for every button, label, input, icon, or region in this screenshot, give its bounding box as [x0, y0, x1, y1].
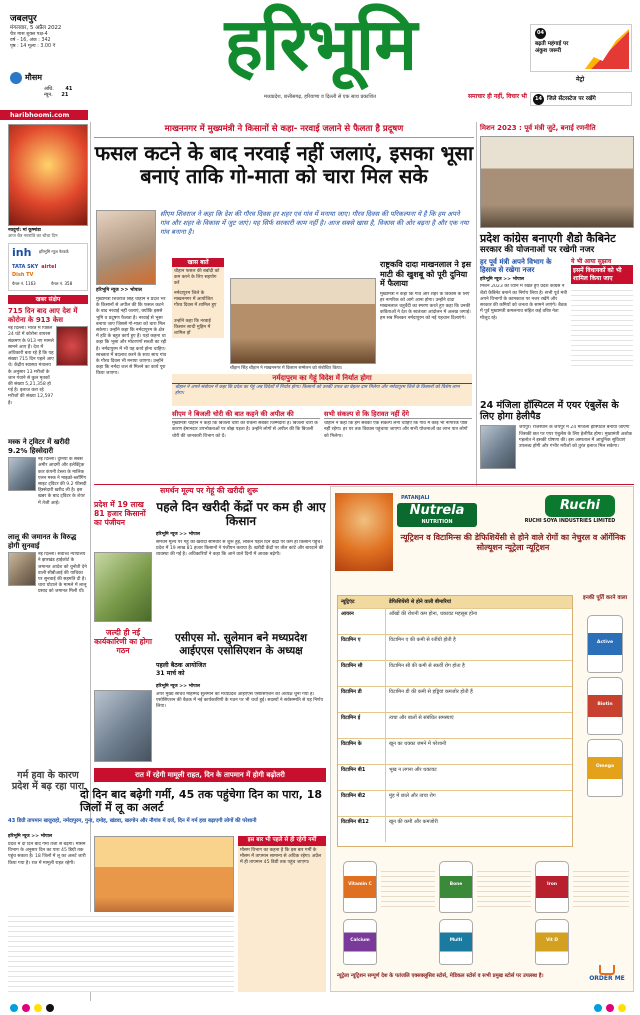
brief-header: खबर संक्षेप	[8, 295, 88, 304]
disease-cell: मुंह में छाले और त्वचा रोग	[389, 793, 436, 799]
disease-cell: विटामिन डी की कमी से हड्डियां कमजोर होती हैं	[389, 689, 473, 695]
lead-byline: हरिभूमि न्यूज >> भोपाल	[96, 288, 142, 293]
right-byline: हरिभूमि न्यूज >> भोपाल	[480, 276, 524, 282]
masthead	[0, 0, 640, 122]
channel-ad	[8, 243, 88, 291]
sun-cloud-icon	[10, 72, 22, 84]
table-row	[338, 712, 572, 738]
weather-sub: 43 डिग्री तापमान खजुराहो, नर्मदापुरम, गुना, दमोह, खंडवा, खरगोन और नौगांव में दर्ज, दिन में गर्म हवा बढ़ाएगी लोगों की परेशानी	[8, 818, 257, 824]
temp-min-label: न्यून.	[44, 92, 53, 99]
hospital-title: 24 मंजिला हॉस्पिटल में एयर एंबुलेंस के लिए होगा हेलीपैड	[480, 400, 619, 423]
company-name: Ruchi	[560, 498, 600, 513]
table-row	[338, 660, 572, 686]
nutrient-cell: आयरन	[338, 609, 386, 634]
ruchi-logo	[545, 495, 615, 517]
teaser1-page: 04	[535, 28, 546, 39]
table-row	[338, 816, 572, 842]
ad-side-label: इनकी पूर्ति करने वाला	[583, 595, 627, 601]
export-title: नर्मदापुरम का गेहूं विदेश में निर्यात होगा	[172, 374, 472, 384]
metro-label: मेट्रो	[576, 76, 585, 83]
partner-tatasky: TATA SKY	[12, 264, 39, 271]
sulaiman-byline: हरिभूमि न्यूज >> भोपाल	[156, 684, 200, 689]
right-kicker: मिशन 2023 : पूर्व मंत्री जुटे, बनाई रणनीति	[480, 124, 596, 132]
weather-kicker: गर्म हवा के कारण प्रदेश में बढ़ रहा पारा	[11, 770, 85, 792]
table-row	[338, 738, 572, 764]
musk-photo	[8, 457, 36, 491]
resolve-title: सभी संकल्प से कि हिरावत नहीं देंगे	[324, 410, 472, 419]
weather-byline: हरिभूमि न्यूज >> भोपाल	[8, 834, 52, 839]
teaser1-text: बढ़ती महंगाई पर अंकुश जरूरी	[535, 41, 569, 54]
ad-airtel: चैनल नं. 358	[51, 281, 73, 287]
disease-cell: भूख न लगना और थकावट	[389, 767, 437, 773]
product-bottle	[535, 861, 569, 913]
table-row	[338, 608, 572, 634]
company-full-name: RUCHI SOYA INDUSTRIES LIMITED	[524, 519, 616, 524]
product-label: Omega	[595, 764, 615, 769]
wheat-kicker: समर्थन मूल्य पर गेहूं की खरीदी शुरू	[160, 486, 258, 495]
electricity-title: सीएम ने बिजली चोरी की बात कहने की अपील की	[172, 410, 320, 419]
product-desc	[477, 867, 531, 911]
table-head-nutrient: न्यूट्रिएंट	[341, 599, 355, 605]
lead-headline: फसल कटने के बाद नरवाई नहीं जलाएं, इसका भूसा बनाएं ताकि गो-माता को चारा मिल सके	[94, 140, 474, 188]
nutrient-cell: विटामिन के	[338, 739, 386, 764]
date: मंगलवार, 5 अप्रैल 2022	[10, 25, 62, 32]
sulaiman-headline: एसीएस मो. सुलेमान बने मध्यप्रदेश आईएएस एसोसिएशन के अध्यक्ष	[174, 632, 307, 657]
electricity-body: मुख्यमंत्री चौहान ने कहा कि बिजली चोरी को रोकना सबकी जिम्मेदारी है। बिजली चोरी के कारण ईमानदार उपभोक्ताओं पर बोझ पड़ता है। उन्होंने लोगों से अपील की कि बिजली चोरी की जानकारी विभाग को दें।	[172, 421, 318, 439]
product-label: Active	[596, 640, 614, 645]
ad-headline: न्यूट्रिशन व विटामिन्स की डेफिशियेंसी से होने वाले रोगों का नेचुरल व ऑर्गेनिक सोल्यूशन न्यूट्रेला न्यूट्रिशन	[400, 533, 626, 552]
hospital-body: जयपुर। राजस्थान के जयपुर में 24 मंजिला हॉस्पिटल बनाया जाएगा जिसकी छत पर एयर एंबुलेंस के लिए हेलीपैड होगा। मुख्यमंत्री अशोक गहलोत ने इसकी घोषणा की। इस अस्पताल में आधुनिक सुविधाएं उपलब्ध होंगी और गंभीर मरीजों को तुरंत इलाज मिल सकेगा।	[519, 425, 633, 450]
product-label: Biotin	[597, 702, 613, 707]
registration-mark	[10, 1004, 18, 1012]
product-bottle	[343, 919, 377, 965]
brief2-title: मस्क ने ट्विटर में खरीदी 9.2% हिस्सेदारी	[8, 438, 70, 455]
disease-cell: आँखों की रोशनी कम होना, थकावट महसूस होना	[389, 611, 478, 617]
temp-max-label: अधि.	[44, 86, 54, 92]
sulaiman-photo	[94, 690, 152, 762]
product-bottle	[587, 739, 623, 797]
product-bottle	[587, 677, 623, 735]
teaser2-text: जिले सेंटरस्टेज पर रखेंगे	[547, 95, 596, 102]
product-label: Calcium	[350, 938, 370, 943]
registration-mark	[34, 1004, 42, 1012]
rising-price-graphic	[585, 29, 629, 69]
nutrient-cell: विटामिन ए	[338, 635, 386, 660]
lalu-photo	[8, 552, 36, 586]
deficiency-table	[337, 595, 573, 847]
right-body: मिशन 2023 को ध्यान में रखते हुए प्रदेश कांग्रेस ने शैडो कैबिनेट बनाने का निर्णय लिया है। सभी पूर्व मंत्री अपने विभागों के कामकाज पर नजर रखेंगे और सरकार की कमियों को जनता के सामने लाएंगे। बैठक में पूर्व मुख्यमंत्री कमलनाथ सहित कई वरिष्ठ नेता मौजूद रहे।	[480, 284, 567, 321]
lead-photo-caption: चौहान सिंह चौहान ने माखननगर में किसान सम्मेलन को संबोधित किया।	[230, 366, 343, 371]
key-point: चौहान फसल की बर्बादी को कम करने के लिए सहयोग करें	[174, 269, 220, 287]
right-sub: सरकार की योजनाओं पर रखेगी नजर	[480, 244, 595, 255]
wheat-story	[94, 486, 324, 495]
brief1-body: नई दिल्ली। भारत में पिछले 24 घंटे में कोरोना वायरस संक्रमण के 913 नए मामले सामने आए हैं। देश में अधिकारी बता रहे हैं कि यह संख्या 715 दिन पहले आए थे। केंद्रीय स्वास्थ्य मंत्रालय के अनुसार 13 मरीजों के जान गंवाने से कुल मृतकों की संख्या 5,21,358 हो गई है। इलाज करा रहे मरीजों की संख्या 12,597 है।	[8, 326, 54, 406]
key-points-title: खास बातें	[172, 258, 224, 267]
heatwave-photo	[94, 836, 234, 924]
product-label: Vitamin C	[348, 882, 372, 887]
dada-body: मुख्यमंत्री ने कहा कि गांव और शहर के विकास के लिए हर नागरिक को आगे आना होगा। उन्होंने दादा माखनलाल चतुर्वेदी का स्मरण करते हुए कहा कि उनकी कविताओं ने देश के स्वतंत्रता आंदोलन में अलख जगाई। हम सब मिलकर नर्मदापुरम को नई पहचान दिलाएंगे।	[380, 291, 471, 322]
teaser2-page: 14	[533, 94, 544, 105]
brief3-body: नई दिल्ली। सर्वोच्च न्यायालय ने झारखंड हाईकोर्ट के जमानत आदेश को चुनौती देने वाली सीबीआई की याचिका पर सुनवाई की सहमति दी है। चारा घोटाले के मामले में लालू प्रसाद को जमानत मिली थी।	[38, 552, 87, 595]
sulaiman-side-title: पहली बैठक आयोजित 31 मार्च को	[156, 662, 207, 677]
wheat-quote: जल्दी ही नई कार्यकारिणी का होगा गठन	[94, 628, 152, 655]
export-body: चौहान ने अपने संबोधन में कहा कि प्रदेश का गेहूं अब विदेशों में निर्यात होगा। किसानों को उनकी उपज का बेहतर दाम मिलेगा और नर्मदापुरम जिले के किसानों को विशेष लाभ होगा।	[175, 384, 460, 396]
temp-min: 21	[61, 92, 69, 99]
nutrient-cell: विटामिन सी	[338, 661, 386, 686]
tagline: समाचार ही नहीं, विचार भी	[468, 93, 527, 100]
dateline	[10, 14, 130, 50]
dada-title: राष्ट्रकवि दादा माखनलाल ने इस माटी की खुशबू को पूरी दुनिया में फैलाया	[380, 260, 471, 288]
order-me-button[interactable]	[585, 965, 629, 989]
registration-mark	[606, 1004, 614, 1012]
wheat-side-title: प्रदेश में 19 लाख 81 हजार किसानों का पंजीयन	[94, 500, 146, 527]
sulaiman-body: अपर मुख्य सचिव मोहम्मद सुलेमान को मध्यप्रदेश आईएएस एसोसिएशन का अध्यक्ष चुना गया है। एसोसिएशन की बैठक में नई कार्यकारिणी के गठन पर भी चर्चा हुई। सदस्यों ने सर्वसम्मति से यह निर्णय लिया।	[156, 692, 324, 710]
cart-icon	[599, 965, 615, 975]
registration-mark	[618, 1004, 626, 1012]
right-column	[480, 124, 634, 487]
ad-brand-top: PATANJALI	[401, 495, 430, 501]
deity-caption: नवदुर्गा: मां कूष्मांडा	[8, 228, 41, 233]
metro-tag	[530, 76, 632, 88]
resolve-body: चौहान ने कहा कि हम सबको एक संकल्प लेना चाहिए कि गांव में कोई भी नागरिक पीछे नहीं रहेगा। हर घर तक विकास पहुंचाया जाएगा और सभी योजनाओं का लाभ पात्र लोगों को मिलेगा।	[324, 421, 468, 439]
table-row	[338, 790, 572, 816]
teaser-box-1[interactable]	[530, 24, 632, 72]
lead-story	[94, 124, 474, 188]
logo: हरिभूमि	[224, 2, 416, 86]
website-bar	[0, 110, 88, 120]
table-head-disease: डेफिशियेंसी से होने वाली बीमारियां	[389, 599, 451, 605]
product-label: Multi	[449, 938, 463, 943]
panchang-line: वर्ष - 16, अंक : 342	[10, 37, 51, 43]
partner-dishtv: Dish TV	[12, 272, 34, 279]
product-bottle	[587, 615, 623, 673]
product-bottle	[439, 861, 473, 913]
product-label: Bone	[449, 882, 463, 887]
panchang-line: चैत्र मास शुक्ल पक्ष-4	[10, 32, 48, 37]
key-point: नर्मदापुरम जिले के माखननगर में आयोजित गौरव दिवस में शामिल हुए	[174, 291, 217, 309]
right-headline: प्रदेश कांग्रेस बनाएगी शैडो कैबिनेट	[480, 231, 616, 245]
deity-sub: आज चैत्र नवरात्रि का चौथा दिन	[8, 233, 58, 239]
ad-brand: Nutrela	[409, 503, 465, 518]
weather-body-continued	[8, 912, 234, 992]
nutrient-cell: विटामिन बी1	[338, 765, 386, 790]
sub-tagline: मध्यप्रदेश, छत्तीसगढ़, हरियाणा व दिल्ली से एक साथ प्रकाशित	[264, 94, 376, 100]
product-bottle	[439, 919, 473, 965]
registration-mark	[594, 1004, 602, 1012]
product-desc	[573, 867, 629, 911]
city: जबलपुर	[10, 14, 37, 24]
disease-cell: त्वचा और बालों से संबंधित समस्याएं	[389, 715, 454, 721]
disease-cell: विटामिन ए की कमी से रतौंधी होती है	[389, 637, 456, 643]
lead-kicker: माखननगर में मुख्यमंत्री ने किसानों से कहा- नरवाई जलाने से फैलता है प्रदूषण	[94, 124, 474, 138]
right-sub2: हर पूर्व मंत्री अपने विभाग के हिसाब से रखेगा नजर	[480, 257, 552, 275]
resolve-story	[324, 410, 472, 481]
ad-brand-logo	[397, 503, 477, 527]
disease-cell: खून का थक्का जमने में परेशानी	[389, 741, 447, 747]
cm-portrait	[96, 210, 156, 285]
gehlot-photo	[480, 425, 516, 469]
weather-label: मौसम	[25, 73, 43, 82]
temp-max: 41	[65, 86, 73, 92]
disease-cell: खून की कमी और कमजोरी	[389, 819, 438, 825]
ad-brand-sub: NUTRITION	[421, 519, 453, 525]
partner-airtel: airtel	[41, 264, 57, 271]
brief1-title: 715 दिन बाद आए देश में कोरोना के 913 केस	[8, 307, 78, 324]
nutrient-cell: विटामिन डी	[338, 687, 386, 712]
registration-mark	[46, 1004, 54, 1012]
table-row	[338, 764, 572, 790]
brief2-body: नई दिल्ली। दुनिया के सबसे अमीर आदमी और इलेक्ट्रिक कार कंपनी टेस्ला के मालिक एलन मस्क ने माइक्रो-ब्लॉगिंग साइट ट्विटर की 9.2 फीसदी हिस्सेदारी खरीद ली है। इस खबर के बाद ट्विटर के शेयर में तेजी आई।	[38, 457, 87, 506]
weather-side-title: इस बार भी पहले से ही रहेगी गर्मी	[238, 836, 326, 846]
weather-body: प्रदेश में दो दिन बाद गर्मी तेजी से बढ़ेगी। मौसम विभाग के अनुसार दिन का पारा 45 डिग्री तक पहुंच सकता है। 18 जिलों में लू का अलर्ट जारी किया गया है। रात में मामूली राहत रहेगी।	[8, 842, 86, 866]
weather-headline: दो दिन बाद बढ़ेगी गर्मी, 45 तक पहुंचेगा दिन का पारा, 18 जिलों में लू का अलर्ट	[80, 788, 323, 814]
nutrient-cell: विटामिन बी12	[338, 817, 386, 842]
brief3-title: लालू की जमानत के विरुद्ध होगी सुनवाई	[8, 533, 77, 550]
lead-event-photo	[230, 278, 376, 364]
ad-channel: चैनल नं. 1163	[12, 281, 36, 287]
side-note-title: ये भी आया सुझाव	[571, 257, 612, 265]
ad-brand: inh	[12, 246, 32, 260]
website-link[interactable]: haribhoomi.com	[10, 111, 70, 119]
product-bottle	[343, 861, 377, 913]
print-registration-strip	[0, 1001, 640, 1015]
ad-line: हरिभूमि न्यूज नेटवर्क	[39, 249, 69, 255]
product-desc	[381, 867, 435, 911]
weather-side	[8, 770, 88, 792]
baba-ramdev-image	[335, 493, 393, 571]
export-strip	[172, 374, 472, 406]
nutrient-cell: विटामिन बी2	[338, 791, 386, 816]
lead-quote: सीएम शिवराज ने कहा कि देश की गौरव दिवस हर शहर एवं गांव में मनाया जाए। गौरव दिवस की परिकल्पना ये है कि हम अपने गांव और शहर के विकास में जुट जाएं। यह सिर्फ सरकारी काम नहीं है। आज सबसे खास है, विकास की ओर बढ़ना है और एक नया गांव बनाना है।	[160, 210, 469, 236]
weather-banner-text: रात में रहेगी मामूली राहत, दिन के तापमान में होगी बढ़ोतरी	[135, 771, 285, 779]
ad-footer: न्यूट्रेला न्यूट्रिशन सम्पूर्ण देश के पतंजलि एक्सक्लूसिव स्टोर्स, मेडिकल स्टोर्स व सभी प्रमुख स्टोर्स पर उपलब्ध है।	[337, 973, 544, 979]
coronavirus-image	[56, 326, 88, 366]
lead-body: मुख्यमंत्री शिवराज सिंह चौहान ने प्रदेश भर के किसानों से अपील की कि फसल कटने के बाद नरवाई नहीं जलाएं, क्योंकि इससे भूमि व प्रदूषण फैलता है। नरवाई से भूसा बनाया जाए जिससे गो-माता को चारा मिल सकेगा। उन्होंने कहा कि नर्मदापुरम के क्षेत्र में हटि के बहुत कार्य हुए हैं। यहां कहना था कहा कि भूसा और मोटरपंगों सब्जी का रही है। नर्मदापुरम में भी यह कार्य होना चाहिए। स्वच्छता में बदलाव करने के साथ साथ गांव के गौरव दिवस भी मनाया जाएगा। उन्होंने कहा कि नर्मदा जल से मिलने का कार्य पूरा किया जाएगा।	[96, 297, 167, 377]
wheat-body: समर्थन मूल्य पर गेहूं की खरीदी सोमवार से शुरू हुई, लेकिन पहले दिन केंद्रों पर कम ही किसान पहुंचे। प्रदेश में 19 लाख 81 हजार किसानों ने पंजीयन कराया है। खरीदी केंद्रों पर तौल कांटे और बारदाने की व्यवस्था की गई है। अधिकारियों ने कहा कि आने वाले दिनों में आवक बढ़ेगी।	[156, 540, 324, 558]
table-row	[338, 686, 572, 712]
weather-side-box	[238, 836, 326, 992]
key-points-box	[172, 258, 224, 338]
weather-box	[10, 72, 90, 110]
dada-box	[380, 260, 472, 370]
congress-meeting-photo	[480, 136, 634, 228]
order-label: ORDER ME	[589, 975, 625, 982]
side-note-body	[571, 286, 633, 368]
panchang-line: पृष्ठ : 14 मूल्य : 3.00 ₹	[10, 43, 56, 49]
weather-banner	[94, 768, 326, 782]
product-label: Vit D	[545, 938, 559, 943]
disease-cell: विटामिन सी की कमी से स्कर्वी रोग होता है	[389, 663, 465, 669]
nutrient-cell: विटामिन ई	[338, 713, 386, 738]
deity-image	[8, 124, 88, 226]
registration-mark	[22, 1004, 30, 1012]
teaser-box-2[interactable]	[530, 92, 632, 106]
key-point: उन्होंने कहा कि नरवाई किसान साथी मुहिम में शामिल हों	[174, 319, 211, 337]
product-bottle	[535, 919, 569, 965]
left-column	[8, 124, 88, 632]
product-label: Iron	[547, 882, 557, 887]
wheat-photo	[94, 552, 152, 622]
wheat-headline: पहले दिन खरीदी केंद्रों पर कम ही आए किसान	[156, 500, 326, 528]
nutrela-ad[interactable]	[330, 486, 634, 992]
weather-side-body: मौसम विभाग का कहना है कि इस बार गर्मी के मौसम में तापमान सामान्य से अधिक रहेगा। अप्रैल में ही तापमान 45 डिग्री तक पहुंच जाएगा।	[240, 847, 322, 865]
wheat-byline: हरिभूमि न्यूज >> भोपाल	[156, 532, 200, 537]
side-note: इसमें विधायकों को भी शामिल किया जाए	[571, 265, 633, 284]
table-row	[338, 634, 572, 660]
electricity-story	[172, 410, 320, 481]
